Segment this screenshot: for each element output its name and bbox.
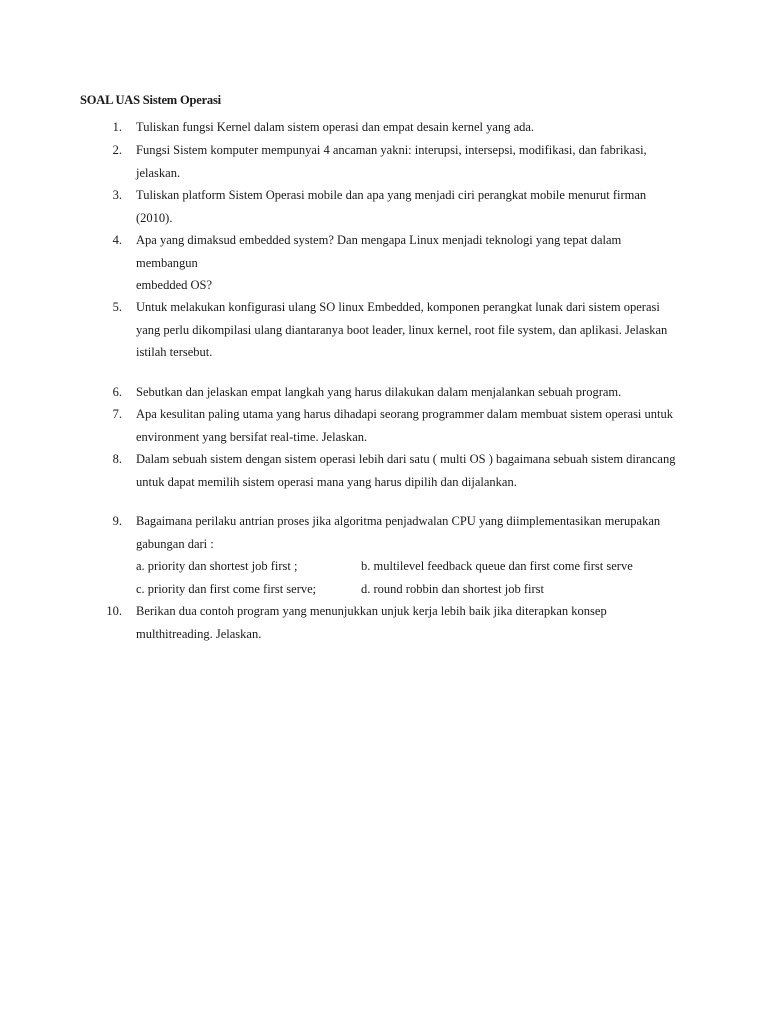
question-line: environment yang bersifat real-time. Jelaskan. (136, 429, 368, 444)
question-line: (2010). (136, 210, 173, 225)
question-line: Apa kesulitan paling utama yang harus dihadapi seorang programmer dalam membuat sistem operasi untuk (136, 407, 674, 421)
question-line: gabungan dari : (136, 536, 214, 551)
question-text (136, 510, 677, 600)
question-text (136, 448, 677, 493)
question-text (136, 229, 677, 297)
question-text (136, 139, 677, 184)
question-number: 2. (112, 143, 122, 157)
option-a: a. priority dan shortest job first ; (136, 559, 298, 573)
document-title: SOAL UAS Sistem Operasi (80, 93, 221, 107)
question-line: untuk dapat memilih sistem operasi mana yang harus dipilih dan dijalankan. (136, 474, 517, 489)
question-line: Sebutkan dan jelaskan empat langkah yang harus dilakukan dalam menjalankan sebuah program. (136, 385, 622, 399)
question-line: Apa yang dimaksud embedded system? Dan mengapa Linux menjadi teknologi yang tepat dalam (136, 233, 622, 247)
question-line: Bagaimana perilaku antrian proses jika algoritma penjadwalan CPU yang diimplementasikan merupakan (136, 514, 661, 528)
question-number: 9. (112, 514, 122, 528)
question-line: Tuliskan platform Sistem Operasi mobile dan apa yang menjadi ciri perangkat mobile menurut firman (136, 188, 647, 202)
question-text (136, 296, 677, 364)
question-number: 10. (106, 604, 122, 618)
question-line: istilah tersebut. (136, 345, 213, 359)
question-number: 4. (112, 233, 122, 247)
question-line: Tuliskan fungsi Kernel dalam sistem operasi dan empat desain kernel yang ada. (136, 120, 535, 134)
question-line: Untuk melakukan konfigurasi ulang SO linux Embedded, komponen perangkat lunak dari sistem operasi (136, 300, 660, 314)
question-text (136, 403, 677, 448)
question-line: Fungsi Sistem komputer mempunyai 4 ancaman yakni: interupsi, intersepsi, modifikasi, dan fabrikasi, (136, 143, 647, 157)
question-number: 3. (112, 188, 122, 202)
question-line: membangun (136, 255, 198, 270)
option-b: b. multilevel feedback queue dan first come first serve (361, 559, 633, 573)
question-number: 6. (112, 385, 122, 399)
question-line: yang perlu dikompilasi ulang diantaranya boot leader, linux kernel, root file system, dan aplikasi. Jelaskan (136, 322, 668, 337)
question-text (136, 600, 677, 645)
question-number: 1. (112, 120, 122, 134)
question-number: 7. (112, 407, 122, 421)
question-text (136, 184, 677, 229)
question-text (136, 381, 677, 404)
question-line: Dalam sebuah sistem dengan sistem operasi lebih dari satu ( multi OS ) bagaimana sebuah sistem dirancang (136, 452, 676, 466)
question-text (136, 116, 677, 139)
question-line: multhitreading. Jelaskan. (136, 626, 262, 641)
question-line: jelaskan. (136, 165, 181, 180)
question-line: embedded OS? (136, 278, 213, 292)
question-number: 8. (112, 452, 122, 466)
option-d: d. round robbin dan shortest job first (361, 581, 544, 596)
question-line: Berikan dua contoh program yang menunjukkan unjuk kerja lebih baik jika diterapkan konsep (136, 604, 607, 618)
option-c: c. priority dan first come first serve; (136, 581, 317, 596)
option-row (136, 555, 677, 578)
question-number: 5. (112, 300, 122, 314)
option-row (136, 578, 677, 601)
